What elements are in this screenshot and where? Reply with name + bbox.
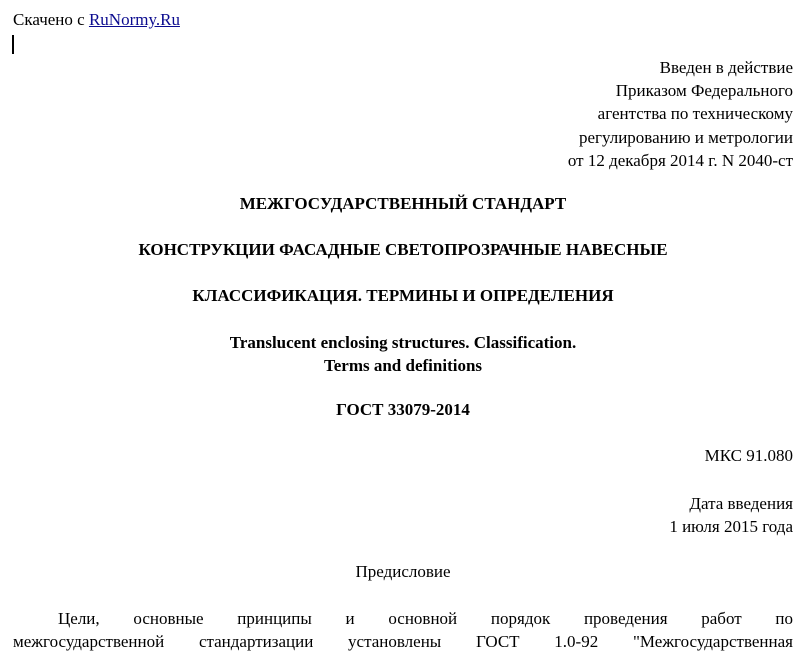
title-en-line: Terms and definitions [323, 356, 483, 375]
introduction-label: Дата введения [689, 494, 793, 513]
mks-code: МКС 91.080 [704, 446, 793, 465]
title-en [0, 331, 799, 377]
introduction-date [669, 492, 793, 538]
introduction-value: 1 июля 2015 года [669, 517, 793, 536]
preface-line: Цели, основные принципы и основной порядок проведения работ по [58, 609, 793, 628]
decree-block [568, 56, 793, 172]
source-prefix: Скачено с [13, 10, 89, 29]
decree-line: Введен в действие [659, 58, 793, 77]
preface-line: межгосударственной стандартизации установлены ГОСТ 1.0-92 "Межгосударственная [13, 632, 793, 651]
decree-line: от 12 декабря 2014 г. N 2040-ст [567, 150, 793, 170]
decree-line: агентства по техническому [597, 104, 793, 124]
title-ru-line-1: КОНСТРУКЦИИ ФАСАДНЫЕ СВЕТОПРОЗРАЧНЫЕ НАВЕСНЫЕ [138, 240, 668, 259]
source-line [13, 9, 180, 31]
source-link[interactable]: RuNormy.Ru [88, 10, 180, 29]
decree-line: Приказом Федерального [615, 81, 793, 101]
standard-type: МЕЖГОСУДАРСТВЕННЫЙ СТАНДАРТ [239, 194, 567, 213]
title-en-line: Translucent enclosing structures. Classification. [229, 333, 577, 352]
title-ru-line-2: КЛАССИФИКАЦИЯ. ТЕРМИНЫ И ОПРЕДЕЛЕНИЯ [192, 286, 614, 305]
gost-number: ГОСТ 33079-2014 [336, 400, 470, 419]
preface-title: Предисловие [355, 562, 451, 581]
text-cursor [12, 35, 14, 54]
preface-paragraph [13, 607, 793, 653]
decree-line: регулированию и метрологии [578, 127, 793, 147]
